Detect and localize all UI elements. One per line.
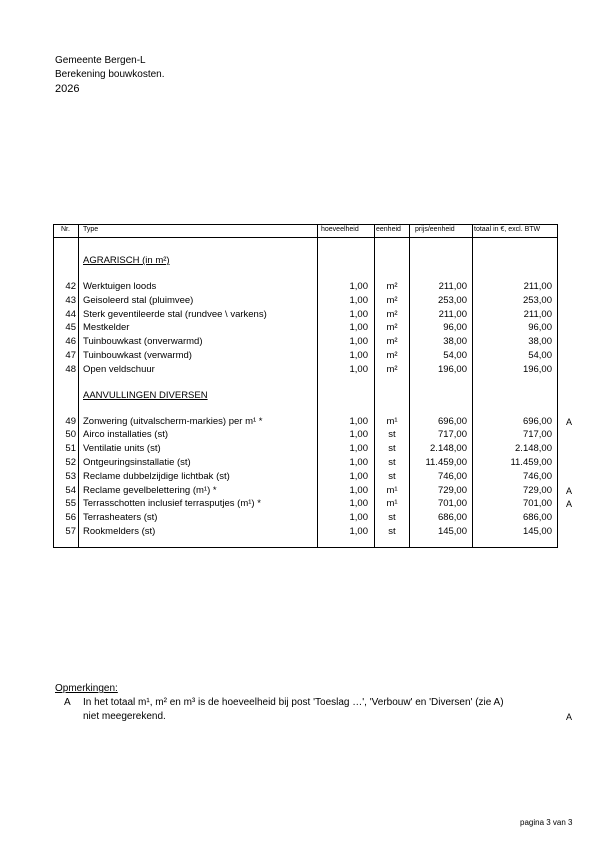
document-title: Berekening bouwkosten. (55, 69, 165, 80)
remark-key: A (64, 697, 71, 708)
row-type: Mestkelder (83, 322, 130, 334)
remark-text-line1: In het totaal m¹, m² en m³ is de hoeveelheid bij post 'Toeslag …', 'Verbouw' en 'Diversen' (zie A) (83, 697, 504, 708)
row-number: 42 (65, 281, 76, 292)
column-header-nr: Nr. (61, 226, 70, 233)
row-quantity: 1,00 (349, 322, 368, 334)
row-price: 96,00 (443, 322, 467, 334)
row-number: 54 (65, 484, 76, 496)
row-type: Airco installaties (st) (83, 429, 168, 441)
row-type: Geisoleerd stal (pluimvee) (83, 294, 194, 306)
row-price: 211,00 (438, 281, 467, 292)
row-unit: m² (386, 322, 398, 334)
row-price: 253,00 (437, 294, 467, 306)
remarks-title: Opmerkingen: (55, 683, 118, 694)
row-quantity: 1,00 (349, 498, 368, 510)
row-type: Ontgeuringsinstallatie (st) (83, 457, 191, 468)
row-number: 47 (65, 350, 76, 361)
row-number: 50 (65, 429, 76, 441)
page-number: pagina 3 van 3 (520, 818, 573, 827)
row-price: 11.459,00 (425, 457, 467, 468)
row-unit: m² (386, 363, 398, 375)
row-quantity: 1,00 (349, 336, 368, 348)
row-number: 52 (65, 457, 76, 468)
row-total: 54,00 (528, 350, 552, 361)
row-unit: m² (386, 336, 398, 348)
row-type: Werktuigen loods (83, 281, 157, 292)
row-price: 196,00 (437, 363, 467, 375)
row-unit: m¹ (386, 415, 398, 427)
document-year: 2026 (55, 83, 80, 95)
row-quantity: 1,00 (349, 350, 368, 361)
row-unit: m² (386, 308, 398, 320)
row-unit: m² (386, 281, 398, 292)
row-quantity: 1,00 (349, 281, 368, 292)
row-price: 717,00 (437, 429, 467, 441)
row-type: Tuinbouwkast (onverwarmd) (83, 336, 203, 348)
row-quantity: 1,00 (349, 526, 368, 537)
row-number: 51 (65, 443, 76, 455)
row-unit: m² (386, 350, 398, 361)
row-total: 145,00 (522, 526, 552, 537)
row-unit: st (388, 457, 396, 468)
column-header-quantity: hoeveelheid (321, 226, 359, 233)
row-quantity: 1,00 (349, 470, 368, 482)
row-total: 729,00 (522, 484, 552, 496)
row-price: 211,00 (438, 308, 467, 320)
row-total: 696,00 (522, 415, 552, 427)
row-number: 46 (65, 336, 76, 348)
cost-table (53, 224, 558, 548)
row-number: 49 (65, 415, 76, 427)
row-price: 696,00 (437, 415, 467, 427)
row-total: 253,00 (522, 294, 552, 306)
column-header-unit: eenheid (376, 226, 401, 233)
row-unit: m¹ (386, 484, 398, 496)
row-total: 196,00 (522, 363, 552, 375)
row-price: 746,00 (437, 470, 467, 482)
row-quantity: 1,00 (349, 363, 368, 375)
row-quantity: 1,00 (349, 457, 368, 468)
row-number: 56 (65, 512, 76, 524)
row-price: 686,00 (437, 512, 467, 524)
row-type: Terrasschotten inclusief terrasputjes (m¹) * (83, 498, 261, 510)
row-quantity: 1,00 (349, 512, 368, 524)
row-quantity: 1,00 (349, 308, 368, 320)
row-number: 44 (65, 308, 76, 320)
row-unit: m² (386, 294, 398, 306)
row-number: 45 (65, 322, 76, 334)
row-quantity: 1,00 (349, 415, 368, 427)
column-header-total: totaal in €, excl. BTW (474, 226, 541, 233)
row-quantity: 1,00 (349, 429, 368, 441)
row-unit: st (388, 512, 396, 524)
row-total: 701,00 (522, 498, 552, 510)
row-price: 54,00 (443, 350, 467, 361)
row-type: Reclame gevelbelettering (m¹) * (83, 484, 217, 496)
row-total: 11.459,00 (510, 457, 552, 468)
row-quantity: 1,00 (349, 443, 368, 455)
remark-marker: A (566, 712, 573, 722)
row-type: Terrasheaters (st) (83, 512, 158, 524)
row-unit: st (388, 526, 396, 537)
row-price: 2.148,00 (430, 443, 467, 455)
row-total: 746,00 (522, 470, 552, 482)
row-total: 211,00 (523, 308, 552, 320)
row-unit: st (388, 429, 396, 441)
row-quantity: 1,00 (349, 484, 368, 496)
row-price: 729,00 (437, 484, 467, 496)
row-total: 717,00 (522, 429, 552, 441)
row-total: 2.148,00 (515, 443, 552, 455)
row-unit: st (388, 443, 396, 455)
remark-text-line2: niet meegerekend. (83, 711, 166, 722)
row-note-marker: A (566, 499, 573, 510)
row-type: Rookmelders (st) (83, 526, 156, 537)
row-unit: m¹ (386, 498, 398, 510)
column-header-price: prijs/eenheid (415, 226, 455, 233)
row-number: 55 (65, 498, 76, 510)
row-number: 57 (65, 526, 76, 537)
row-total: 686,00 (522, 512, 552, 524)
row-total: 211,00 (523, 281, 552, 292)
row-note-marker: A (566, 416, 573, 427)
row-unit: st (388, 470, 396, 482)
row-type: Tuinbouwkast (verwarmd) (83, 350, 192, 361)
row-type: Zonwering (uitvalscherm-markies) per m¹ * (83, 415, 263, 427)
row-price: 38,00 (443, 336, 467, 348)
section-title: AGRARISCH (in m²) (83, 255, 170, 266)
section-title: AANVULLINGEN DIVERSEN (83, 389, 208, 401)
row-number: 43 (65, 294, 76, 306)
municipality-name: Gemeente Bergen-L (55, 55, 146, 66)
row-note-marker: A (566, 485, 573, 496)
row-total: 38,00 (528, 336, 552, 348)
row-total: 96,00 (528, 322, 552, 334)
column-header-type: Type (83, 226, 99, 233)
row-type: Open veldschuur (83, 363, 155, 375)
row-type: Reclame dubbelzijdige lichtbak (st) (83, 470, 230, 482)
row-price: 701,00 (437, 498, 467, 510)
row-number: 53 (65, 470, 76, 482)
row-price: 145,00 (437, 526, 467, 537)
row-type: Ventilatie units (st) (83, 443, 161, 455)
row-type: Sterk geventileerde stal (rundvee \ varkens) (83, 308, 267, 320)
row-quantity: 1,00 (349, 294, 368, 306)
row-number: 48 (65, 363, 76, 375)
